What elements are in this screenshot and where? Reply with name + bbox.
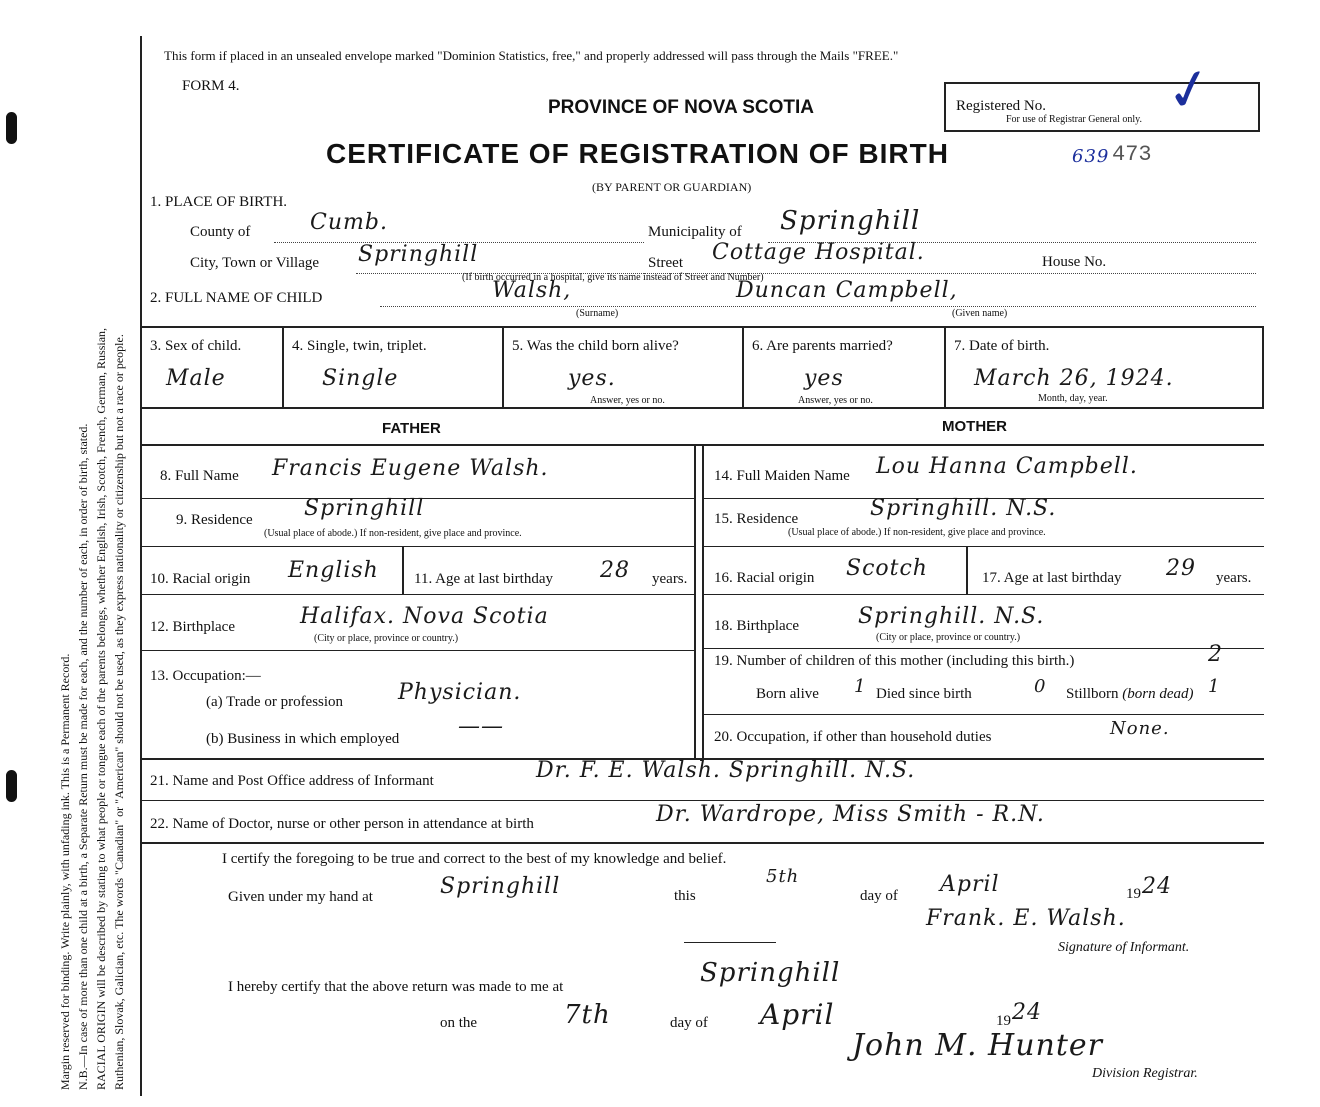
- father-birthplace-label: 12. Birthplace: [150, 619, 235, 635]
- alive-caption: Answer, yes or no.: [590, 395, 665, 406]
- municipality-label: Municipality of: [648, 224, 742, 240]
- stillborn-value: 1: [1208, 676, 1221, 697]
- father-name-label: 8. Full Name: [160, 468, 239, 484]
- mother-age-value: 29: [1166, 556, 1196, 581]
- separator-short: [684, 942, 776, 943]
- street-label: Street: [648, 255, 683, 271]
- rule-3: [140, 444, 1264, 446]
- died-value: 0: [1034, 676, 1047, 697]
- trade-label: (a) Trade or profession: [206, 694, 344, 710]
- father-residence-value: Springhill: [304, 496, 425, 521]
- mother-age-label: 17. Age at last birthday: [982, 570, 1122, 586]
- cell-div-3: [742, 326, 744, 408]
- father-birthplace-caption: (City or place, province or country.): [314, 633, 459, 644]
- mother-racial-value: Scotch: [846, 556, 928, 581]
- city-label: City, Town or Village: [190, 255, 320, 271]
- certify-statement: I certify the foregoing to be true and correct to the best of my knowledge and belief.: [222, 851, 727, 867]
- on-the-label: on the: [440, 1015, 478, 1031]
- mother-occupation-value: None.: [1110, 718, 1170, 739]
- rule-1: [140, 326, 1264, 328]
- center-divider-b: [702, 444, 704, 758]
- cell-div-1: [282, 326, 284, 408]
- rule-2: [140, 407, 1264, 409]
- certificate-subtitle: (BY PARENT OR GUARDIAN): [592, 180, 752, 194]
- street-value: Cottage Hospital.: [712, 240, 925, 265]
- mother-birthplace-caption: (City or place, province or country.): [876, 632, 1021, 643]
- registrar-place-value: Springhill: [700, 958, 841, 988]
- married-label: 6. Are parents married?: [752, 338, 893, 354]
- informant-signature-caption: Signature of Informant.: [1058, 940, 1190, 955]
- surname-caption: (Surname): [576, 308, 619, 319]
- registrar-signature-caption: Division Registrar.: [1092, 1066, 1198, 1081]
- mother-residence-caption: (Usual place of abode.) If non-resident, give place and province.: [788, 527, 1046, 538]
- children-value: 2: [1208, 642, 1223, 667]
- center-divider-a: [694, 444, 696, 758]
- informant-signature: Frank. E. Walsh.: [926, 906, 1126, 931]
- given-place-value: Springhill: [440, 874, 561, 899]
- registrar-year-value: 24: [1012, 1000, 1042, 1025]
- registrar-signature: John M. Hunter: [852, 1028, 1104, 1063]
- sex-label: 3. Sex of child.: [150, 338, 242, 354]
- business-value: ——: [458, 714, 504, 739]
- punch-hole-top: [6, 112, 17, 144]
- stamp-number: 473: [1112, 142, 1152, 167]
- mother-birthplace-value: Springhill. N.S.: [858, 604, 1045, 629]
- margin-note-4: Ruthenian, Slovak, Galician, etc. The words "Canadian" or "American" should not be used, as they express nationality or citizenship but not a race or people.: [112, 334, 126, 1090]
- punch-hole-bottom: [6, 770, 17, 802]
- informant-value: Dr. F. E. Walsh. Springhill. N.S.: [536, 758, 916, 783]
- rule-m5: [702, 714, 1264, 715]
- mail-notice: This form if placed in an unsealed envelope marked "Dominion Statistics, free," and properly addressed will pass through the Mails "FREE.": [164, 48, 899, 63]
- sex-value: Male: [166, 366, 226, 391]
- single-label: 4. Single, twin, triplet.: [292, 338, 427, 354]
- mother-residence-value: Springhill. N.S.: [870, 496, 1057, 521]
- registered-label: Registered No.: [956, 98, 1046, 114]
- father-heading: FATHER: [382, 420, 441, 437]
- given-year-value: 24: [1142, 874, 1172, 899]
- doctor-label: 22. Name of Doctor, nurse or other person in attendance at birth: [150, 816, 534, 832]
- father-birthplace-value: Halifax. Nova Scotia: [300, 604, 549, 629]
- rule-f3: [140, 594, 696, 595]
- child-name-label: 2. FULL NAME OF CHILD: [150, 290, 323, 306]
- father-racial-div: [402, 546, 404, 594]
- given-month-value: April: [940, 872, 1000, 897]
- business-label: (b) Business in which employed: [206, 731, 400, 747]
- trade-value: Physician.: [398, 680, 522, 705]
- registrar-day-value: 7th: [564, 1000, 611, 1030]
- mother-name-value: Lou Hanna Campbell.: [876, 454, 1138, 479]
- registrar-month-value: April: [760, 998, 835, 1031]
- registrar-statement: I hereby certify that the above return was made to me at: [228, 979, 564, 995]
- born-alive-label: Born alive: [756, 686, 819, 702]
- father-residence-label: 9. Residence: [176, 512, 253, 528]
- cell-div-2: [502, 326, 504, 408]
- born-alive-value: 1: [854, 676, 867, 697]
- alive-label: 5. Was the child born alive?: [512, 338, 679, 354]
- rule-f2: [140, 546, 696, 547]
- rule-6: [140, 842, 1264, 844]
- mother-racial-div: [966, 546, 968, 594]
- stillborn-note: (born dead): [1122, 686, 1194, 702]
- margin-note-1: Margin reserved for binding. Write plainly, with unfading ink. This is a Permanent Record.: [58, 653, 72, 1090]
- father-age-value: 28: [600, 558, 630, 583]
- certificate-title: CERTIFICATE OF REGISTRATION OF BIRTH: [326, 138, 949, 169]
- house-label: House No.: [1042, 254, 1107, 270]
- city-value: Springhill: [358, 242, 479, 267]
- given-caption: (Given name): [952, 308, 1008, 319]
- father-occupation-label: 13. Occupation:—: [150, 668, 261, 684]
- cell-div-4: [944, 326, 946, 408]
- stillborn-label: [1066, 686, 1194, 703]
- father-racial-value: English: [288, 558, 379, 583]
- stillborn-text: Stillborn: [1066, 686, 1119, 702]
- mother-years: years.: [1216, 570, 1252, 586]
- mother-racial-label: 16. Racial origin: [714, 570, 815, 586]
- registrar-day-of: day of: [670, 1015, 708, 1031]
- doctor-value: Dr. Wardrope, Miss Smith - R.N.: [656, 802, 1045, 827]
- given-year-prefix: 19: [1126, 886, 1141, 902]
- rule-5: [140, 800, 1264, 801]
- municipality-value: Springhill: [780, 206, 921, 236]
- dob-value: March 26, 1924.: [974, 366, 1174, 391]
- died-label: Died since birth: [876, 686, 972, 702]
- rule-m2: [702, 546, 1264, 547]
- margin-note-3: RACIAL ORIGIN will be described by stating to what people or tongue each of the parents belongs, whether English, Irish, Scotch, French, German, Russian,: [94, 327, 108, 1090]
- father-residence-caption: (Usual place of abode.) If non-resident, give place and province.: [264, 528, 522, 539]
- registrar-year-prefix: 19: [996, 1013, 1011, 1029]
- children-label: 19. Number of children of this mother (including this birth.): [714, 653, 1075, 669]
- registrar-use-note: For use of Registrar General only.: [1006, 114, 1142, 125]
- mother-name-label: 14. Full Maiden Name: [714, 468, 850, 484]
- form-left-border: [140, 36, 142, 1096]
- county-value: Cumb.: [310, 210, 388, 235]
- child-name-line: [380, 306, 1256, 307]
- mother-occupation-label: 20. Occupation, if other than household duties: [714, 729, 992, 745]
- child-surname-value: Walsh,: [492, 278, 572, 303]
- dob-caption: Month, day, year.: [1038, 393, 1108, 404]
- rule-f4: [140, 650, 696, 651]
- rule-m3: [702, 594, 1264, 595]
- form-number: FORM 4.: [182, 78, 240, 94]
- single-value: Single: [322, 366, 399, 391]
- mother-residence-label: 15. Residence: [714, 511, 799, 527]
- given-day-of: day of: [860, 888, 898, 904]
- informant-label: 21. Name and Post Office address of Informant: [150, 773, 434, 789]
- child-given-value: Duncan Campbell,: [736, 278, 958, 303]
- mother-heading: MOTHER: [942, 418, 1007, 435]
- hospital-note: (If birth occurred in a hospital, give its name instead of Street and Number): [462, 272, 764, 283]
- married-caption: Answer, yes or no.: [798, 395, 873, 406]
- given-day-value: 5th: [766, 866, 800, 887]
- margin-note-2: N.B.—In case of more than one child at a birth, a Separate Return must be made for each, and the number of each, in order of birth, stated.: [76, 423, 90, 1090]
- alive-value: yes.: [568, 366, 616, 391]
- father-racial-label: 10. Racial origin: [150, 571, 251, 587]
- checkmark-icon: ✓: [1160, 55, 1219, 127]
- mother-birthplace-label: 18. Birthplace: [714, 618, 799, 634]
- place-heading: 1. PLACE OF BIRTH.: [150, 194, 288, 210]
- county-label: County of: [190, 224, 251, 240]
- province-title: PROVINCE OF NOVA SCOTIA: [548, 97, 815, 118]
- father-years: years.: [652, 571, 688, 587]
- registration-number: 639: [1072, 146, 1110, 167]
- married-value: yes: [804, 366, 844, 391]
- cell-div-right: [1262, 326, 1264, 408]
- father-age-label: 11. Age at last birthday: [414, 571, 553, 587]
- given-label: Given under my hand at: [228, 889, 373, 905]
- father-name-value: Francis Eugene Walsh.: [272, 456, 549, 481]
- rule-m4: [702, 648, 1264, 649]
- this-label: this: [674, 888, 696, 904]
- dob-label: 7. Date of birth.: [954, 338, 1050, 354]
